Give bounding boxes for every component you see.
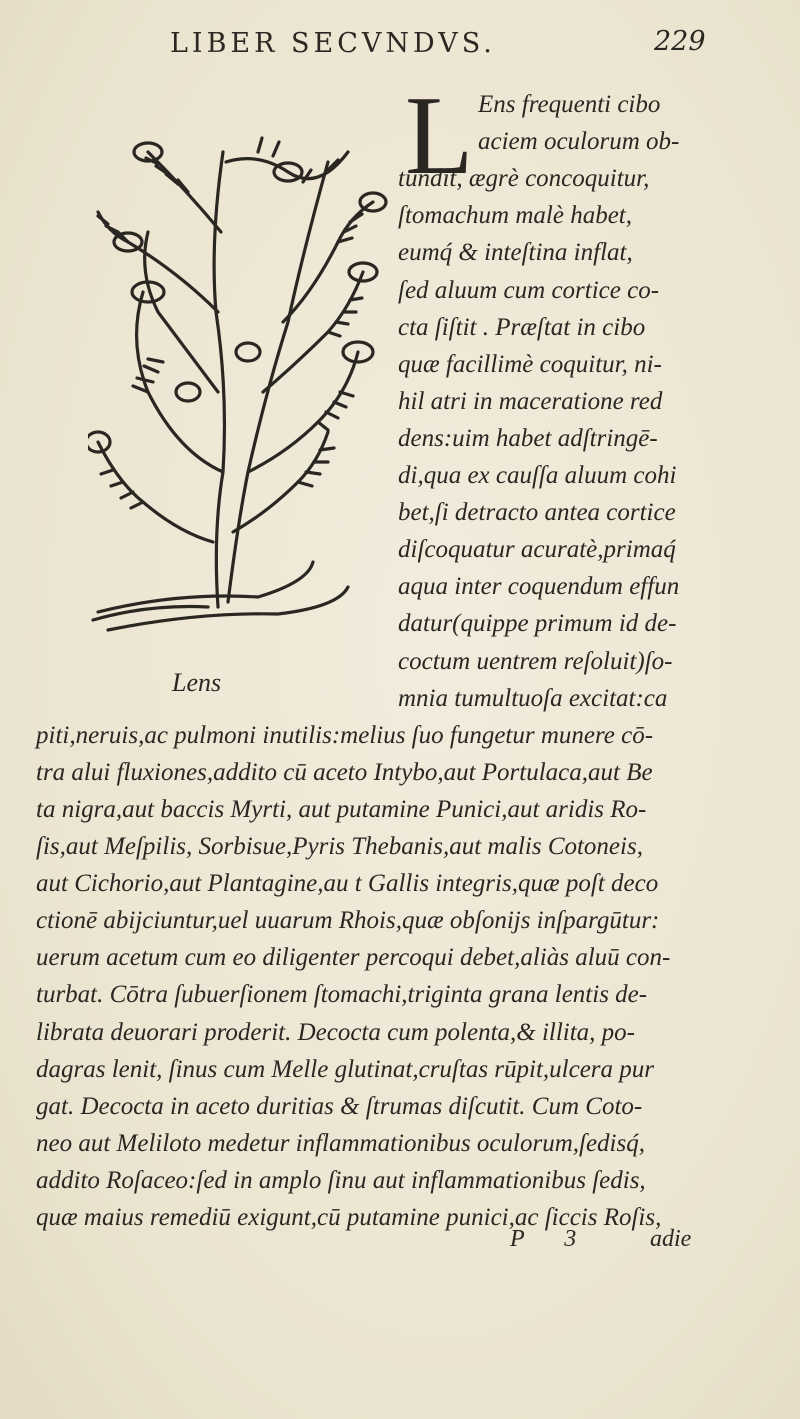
text-line: mnia tumultuoſa excitat:ca [398,684,668,712]
text-line: hil atri in maceratione red [398,387,663,415]
initial-capital: L [405,74,474,198]
running-head: LIBER SECVNDVS. [170,28,496,59]
page-number: 229 [654,26,706,57]
text-line: ctionē abijciuntur,uel uuarum Rhois,quæ obſonijs inſpargūtur: [36,907,660,935]
text-line: ſed aluum cum cortice co- [398,276,660,304]
text-line: uerum acetum cum eo diligenter percoqui debet,aliàs aluū con- [36,944,671,972]
text-line: quæ facillimè coquitur, ni- [398,350,662,378]
text-line: turbat. Cōtra ſubuerſionem ſtomachi,triginta grana lentis de- [36,981,648,1009]
text-line: ta nigra,aut baccis Myrti, aut putamine Punici,aut aridis Ro- [36,795,647,823]
text-line: bet,ſi detracto antea cortice [398,499,676,527]
text-line: addito Roſaceo:ſed in amplo ſinu aut inflammationibus ſedis, [36,1166,646,1194]
text-line: aut Cichorio,aut Plantagine,au t Gallis integris,quæ poſt deco [36,870,659,898]
text-line: datur(quippe primum id de- [398,610,677,638]
text-line: librata deuorari proderit. Decocta cum polenta,& illita, po- [36,1018,636,1046]
text-line: piti,neruis,ac pulmoni inutilis:melius ſuo fungetur munere cō- [36,721,654,749]
text-line: eumq́ & inteſtina inflat, [398,239,633,267]
text-line: aqua inter coquendum effun [398,573,680,601]
signature-mark: P 3 [510,1226,577,1252]
text-line: diſcoquatur acuratè,primaq́ [398,536,676,564]
text-line: ſis,aut Meſpilis, Sorbisue,Pyris Thebanis,aut malis Cotoneis, [36,833,643,860]
text-line: Ens frequenti cibo [478,91,661,118]
text-line: gat. Decocta in aceto duritias & ſtrumas diſcutit. Cum Coto- [36,1092,643,1120]
lentil-plant-woodcut [88,92,388,652]
text-line: cta ſiſtit . Præſtat in cibo [398,313,646,341]
catchword: adie [650,1226,692,1252]
text-line: di,qua ex cauſſa aluum cohi [398,462,677,489]
text-line: aciem oculorum ob- [478,128,680,155]
text-line: ſtomachum malè habet, [398,202,632,230]
text-line: tundit, ægrè concoquitur, [398,165,650,193]
figure-caption: Lens [172,668,222,697]
text-line: neo aut Meliloto medetur inflammationibus oculorum,ſedisq́, [36,1129,645,1157]
text-line: quæ maius remediū exigunt,cū putamine punici,ac ſiccis Roſis, [36,1204,662,1231]
text-line: coctum uentrem reſoluit)ſo- [398,647,673,675]
text-line: dens:uim habet adſtringē- [398,424,658,452]
text-line: tra alui fluxiones,addito cū aceto Intybo,aut Portulaca,aut Be [36,758,653,786]
text-line: dagras lenit, ſinus cum Melle glutinat,cruſtas rūpit,ulcera pur [36,1055,655,1083]
